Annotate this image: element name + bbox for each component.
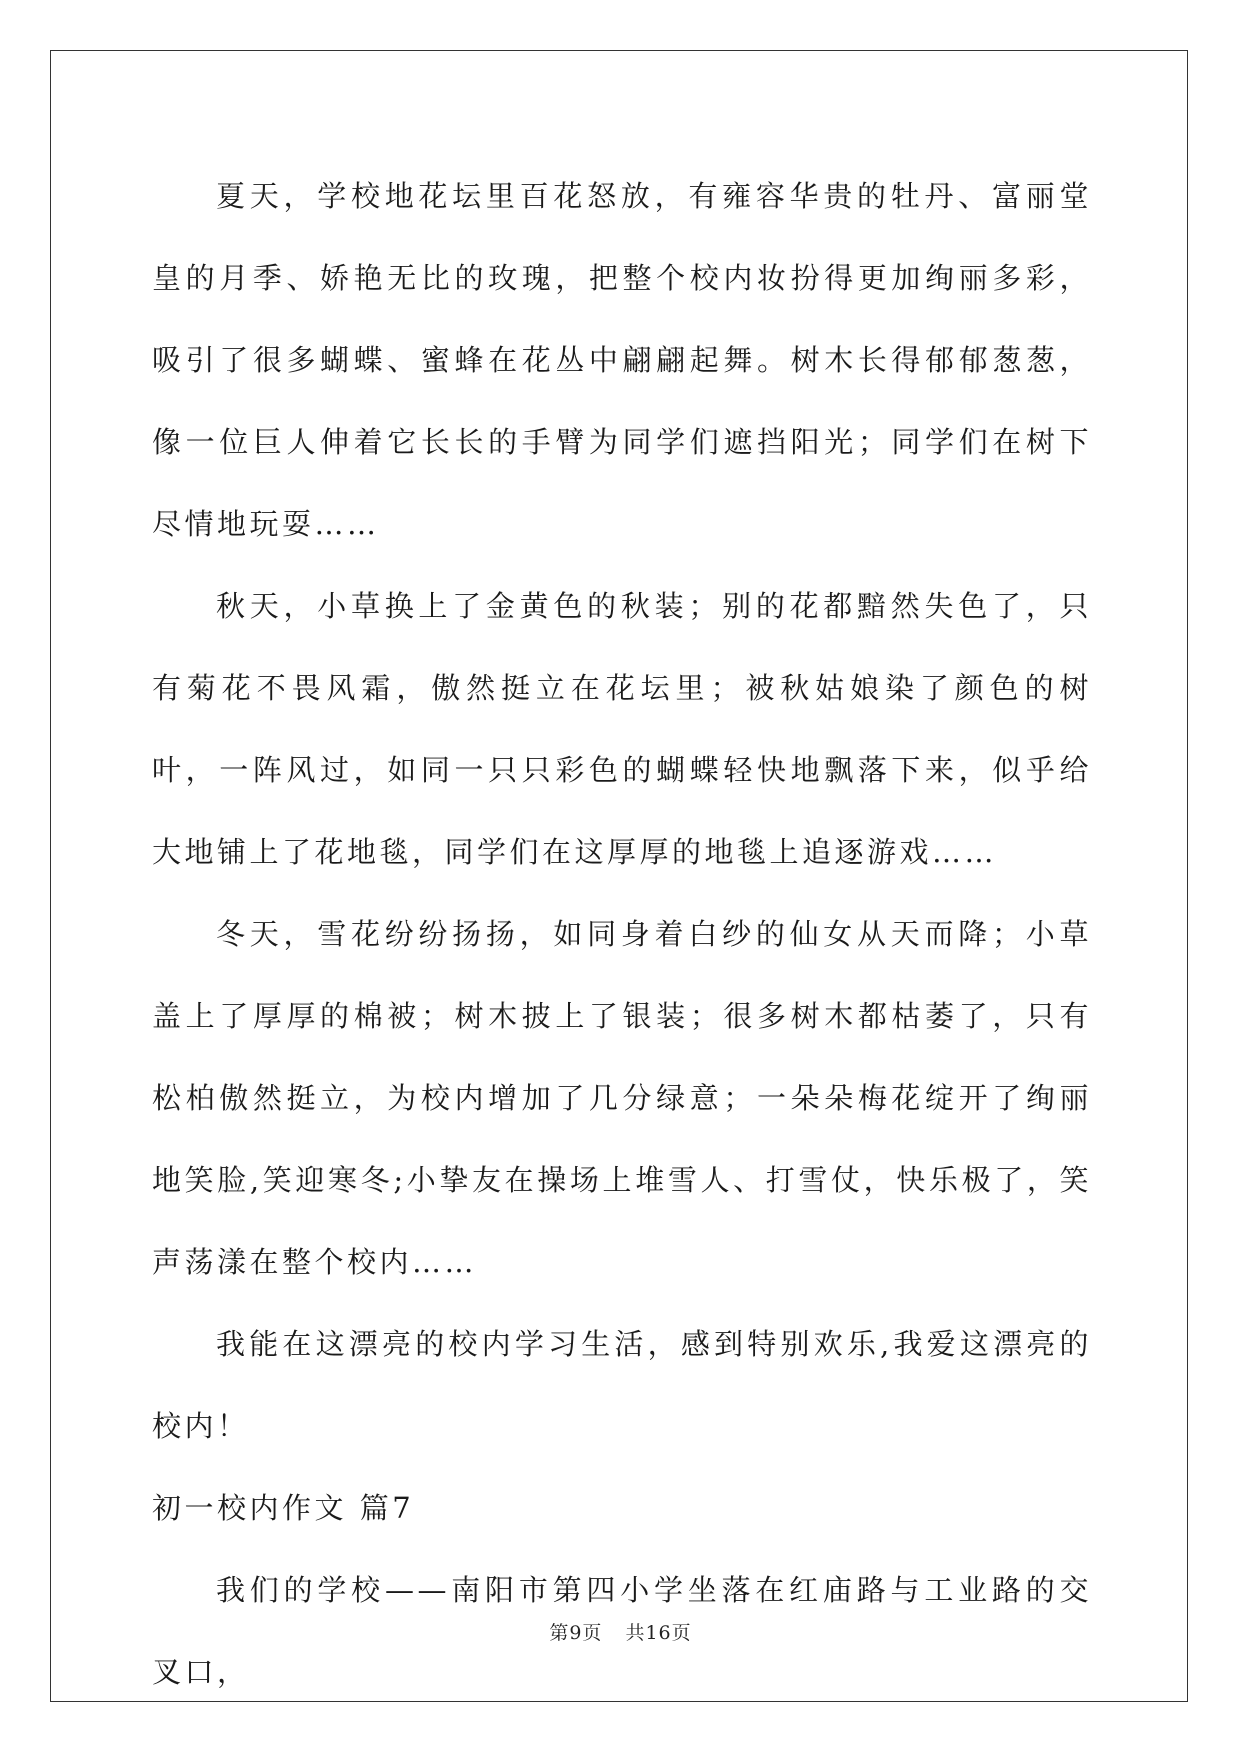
document-body <box>152 155 1092 1713</box>
paragraph-autumn: 秋天，小草换上了金黄色的秋装；别的花都黯然失色了，只有菊花不畏风霜，傲然挺立在花坛里；被秋姑娘染了颜色的树叶，一阵风过，如同一只只彩色的蝴蝶轻快地飘落下来，似乎给大地铺上了花地毯，同学们在这厚厚的地毯上追逐游戏…… <box>152 589 1092 869</box>
page-footer <box>0 1618 1241 1645</box>
paragraph-summer: 夏天，学校地花坛里百花怒放，有雍容华贵的牡丹、富丽堂皇的月季、娇艳无比的玫瑰，把整个校内妆扮得更加绚丽多彩，吸引了很多蝴蝶、蜜蜂在花丛中翩翩起舞。树木长得郁郁葱葱，像一位巨人伸着它长长的手臂为同学们遮挡阳光；同学们在树下尽情地玩耍…… <box>152 179 1092 541</box>
section-heading: 初一校内作文 篇7 <box>152 1491 415 1525</box>
page-number: 第9页 <box>549 1622 603 1644</box>
page-total: 共16页 <box>625 1622 692 1644</box>
paragraph-winter: 冬天，雪花纷纷扬扬，如同身着白纱的仙女从天而降；小草盖上了厚厚的棉被；树木披上了银装；很多树木都枯萎了，只有松柏傲然挺立，为校内增加了几分绿意；一朵朵梅花绽开了绚丽地笑脸,笑迎寒冬;小挚友在操场上堆雪人、打雪仗，快乐极了，笑声荡漾在整个校内…… <box>152 917 1092 1279</box>
paragraph-conclusion: 我能在这漂亮的校内学习生活，感到特别欢乐,我爱这漂亮的校内！ <box>152 1327 1092 1443</box>
paragraph-school-intro: 我们的学校——南阳市第四小学坐落在红庙路与工业路的交叉口， <box>152 1573 1092 1689</box>
